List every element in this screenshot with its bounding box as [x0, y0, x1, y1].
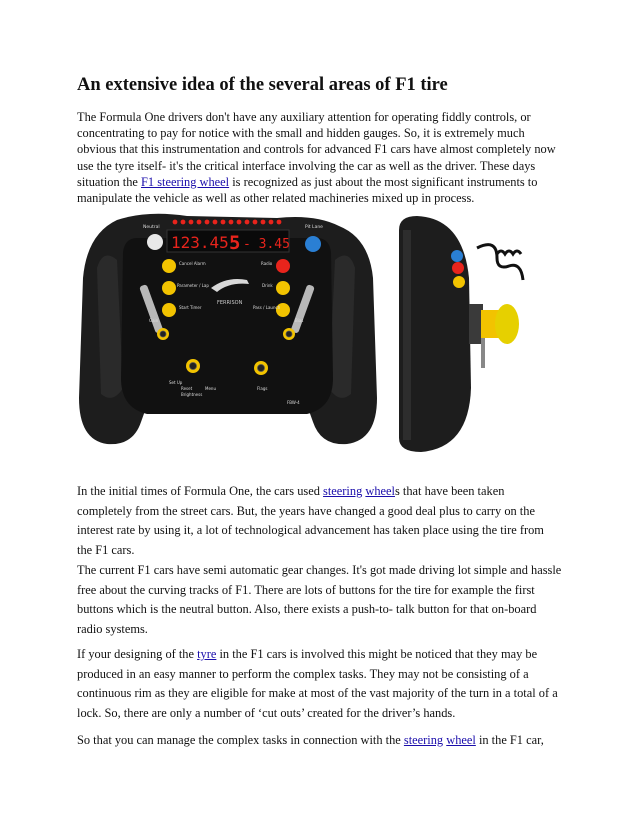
cancel-alarm-button	[162, 259, 176, 273]
history-paragraph	[77, 482, 562, 560]
set-up-label: Set Up	[169, 380, 183, 385]
wheel-link[interactable]: wheel	[365, 484, 395, 498]
steering-link[interactable]: steering	[323, 484, 363, 498]
steering-link-2[interactable]: steering	[403, 733, 444, 747]
history-text-after: s that have been taken completely from the street cars. But, the years have changed a good deal plus to carry on the interest rate by using it, a lot of technological advancement has taken place using the tire from the F1 cars.	[77, 484, 544, 557]
pass-launch-label: Pass / Launch	[253, 305, 281, 310]
display-right-value: - 3.45	[243, 237, 290, 252]
pit-lane-button	[305, 236, 321, 252]
gear-changes-paragraph: The current F1 cars have semi automatic gear changes. It's got made driving lot simple and hassle free about the curving tracks of F1. There are lots of buttons for the tire for example the first buttons which is the neutral button. Also, there exists a push-to- talk button for that on-board radio systems.	[77, 563, 562, 636]
reset-label: Reset	[181, 386, 193, 391]
display-gear: 5	[229, 232, 241, 254]
wheel-front-view	[79, 214, 377, 444]
tasks-text-after: in the F1 car,	[475, 733, 544, 747]
parameter-lap-button	[162, 281, 176, 295]
complex-tasks-paragraph	[77, 731, 562, 751]
brightness-label: Brightness	[181, 392, 203, 397]
tyre-text-after: in the F1 cars is involved this might be noticed that they may be produced in an easy manner to perform the complex tasks. They may not be consisting of a continuous rim as they are eligible for make at most of the vast majority of the turn in a total of a lock. So, there are only a number of ‘cut outs’ created for the driver’s hands.	[77, 647, 558, 720]
menu-label: Menu	[205, 386, 216, 391]
model-label: FBW-4	[287, 400, 300, 405]
intro-paragraph	[77, 109, 562, 206]
gain-label: Gain	[149, 318, 159, 323]
page-title: An extensive idea of the several areas of F1 tire	[77, 75, 448, 95]
history-text-before: In the initial times of Formula One, the cars used	[77, 484, 324, 498]
start-timer-button	[162, 303, 176, 317]
tasks-text-before: So that you can manage the complex tasks in connection with the	[77, 733, 404, 747]
radio-label: Radio	[261, 261, 273, 266]
steering-wheel-photo	[77, 208, 561, 458]
brand-label: FERRISON	[217, 300, 243, 306]
drink-button	[276, 281, 290, 295]
pit-lane-label: Pit Lane	[305, 225, 323, 230]
display-left-value: 123.45	[171, 233, 229, 252]
drink-label: Drink	[262, 283, 273, 288]
tyre-link[interactable]: tyre	[197, 647, 217, 661]
neutral-button	[147, 234, 163, 250]
parameter-lap-label: Parameter / Lap	[177, 283, 209, 288]
tyre-text-before: If your designing of the	[77, 647, 198, 661]
f1-steering-wheel-link[interactable]: F1 steering wheel	[141, 174, 230, 189]
flags-label: Flags	[257, 386, 268, 391]
radio-button	[276, 259, 290, 273]
cancel-alarm-label: Cancel Alarm	[179, 261, 206, 266]
start-timer-label: Start Timer	[179, 305, 202, 310]
wheel-side-view	[399, 216, 523, 452]
intro-text-after: is recognized as just about the most significant instruments to manipulate the vehicle as well as other related machineries mixed up in process.	[77, 174, 538, 206]
intro-text-before: The Formula One drivers don't have any auxiliary attention for operating fiddly controls, or concentrating to pay for notice with the small and hidden gauges. So, it is extremely much obvious that this instrumentation and controls for advanced F1 cars have almost completely now use the tyre itself- it's the critical interface involving the car as well as the driver. These days situation the	[77, 110, 556, 189]
neutral-label: Neutral	[143, 225, 160, 230]
tyre-design-paragraph	[77, 645, 562, 723]
bias-label: Bias	[295, 318, 304, 323]
wheel-link-2[interactable]: wheel	[446, 733, 476, 747]
steering-wheel-figure	[77, 208, 561, 458]
